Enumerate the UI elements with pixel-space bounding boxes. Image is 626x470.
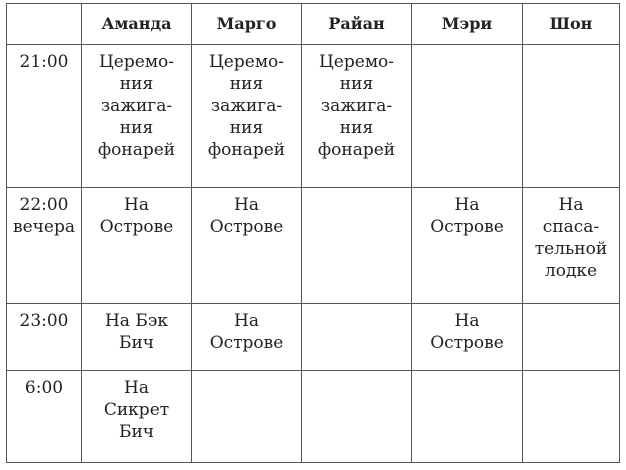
header-mary: Мэри <box>412 4 523 45</box>
table-cell: На спаса- тельной лодке <box>523 188 620 304</box>
table-cell <box>523 371 620 463</box>
time-cell: 6:00 <box>7 371 82 463</box>
table-cell: Церемо- ния зажига- ния фонарей <box>82 45 192 188</box>
table-cell: На Сикрет Бич <box>82 371 192 463</box>
table-row <box>7 371 620 463</box>
table-cell <box>302 371 412 463</box>
table-cell <box>192 371 302 463</box>
table-cell: На Бэк Бич <box>82 304 192 371</box>
table-cell <box>523 45 620 188</box>
header-sean: Шон <box>523 4 620 45</box>
table-cell <box>412 371 523 463</box>
header-amanda: Аманда <box>82 4 192 45</box>
table-cell <box>302 188 412 304</box>
table-row <box>7 45 620 188</box>
header-margo: Марго <box>192 4 302 45</box>
table-row <box>7 188 620 304</box>
header-row <box>7 4 620 45</box>
header-corner <box>7 4 82 45</box>
header-ryan: Райан <box>302 4 412 45</box>
time-cell: 22:00 вечера <box>7 188 82 304</box>
table-cell: Церемо- ния зажига- ния фонарей <box>302 45 412 188</box>
table-row <box>7 304 620 371</box>
table-cell <box>523 304 620 371</box>
table-cell: На Острове <box>192 188 302 304</box>
table-cell: На Острове <box>412 304 523 371</box>
table-cell: На Острове <box>412 188 523 304</box>
table-cell <box>302 304 412 371</box>
table-cell: На Острове <box>192 304 302 371</box>
time-cell: 21:00 <box>7 45 82 188</box>
time-cell: 23:00 <box>7 304 82 371</box>
table-cell <box>412 45 523 188</box>
table-cell: Церемо- ния зажига- ния фонарей <box>192 45 302 188</box>
schedule-table <box>6 3 620 463</box>
table-cell: На Острове <box>82 188 192 304</box>
